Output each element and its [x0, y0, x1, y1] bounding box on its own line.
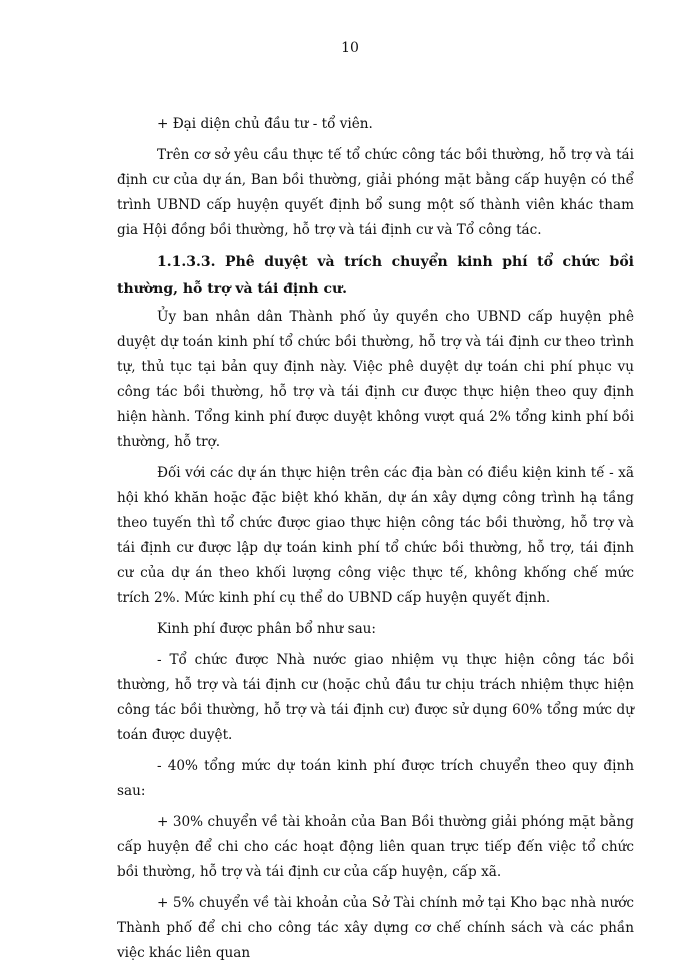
- paragraph-allocation-30: + 30% chuyển về tài khoản của Ban Bồi thường giải phóng mặt bằng cấp huyện để chi cho các hoạt động liên quan trực tiếp đến việc tổ chức bồi thường, hỗ trợ và tái định cư của cấp huyện, cấp xã.: [117, 814, 634, 880]
- section-heading: 1.1.3.3. Phê duyệt và trích chuyển kinh phí tổ chức bồi thường, hỗ trợ và tái định cư.: [117, 254, 634, 297]
- paragraph-representative: + Đại diện chủ đầu tư - tổ viên.: [157, 116, 373, 132]
- paragraph-allocation-intro: Kinh phí được phân bổ như sau:: [157, 621, 377, 637]
- paragraph-difficult-areas: Đối với các dự án thực hiện trên các địa bàn có điều kiện kinh tế - xã hội khó khăn hoặc đặc biệt khó khăn, dự án xây dựng công trình hạ tầng theo tuyến thì tổ chức được giao thực hiện công tác bồi thường, hỗ trợ và tái định cư được lập dự toán kinh phí tổ chức bồi thường, hỗ trợ, tái định cư của dự án theo khối lượng công việc thực tế, không khống chế mức trích 2%. Mức kinh phí cụ thể do UBND cấp huyện quyết định.: [117, 465, 634, 606]
- page-number: 10: [341, 40, 359, 56]
- paragraph-allocation-40: - 40% tổng mức dự toán kinh phí được trích chuyển theo quy định sau:: [117, 758, 634, 799]
- document-body: [117, 112, 634, 966]
- paragraph-allocation-60: - Tổ chức được Nhà nước giao nhiệm vụ thực hiện công tác bồi thường, hỗ trợ và tái định cư (hoặc chủ đầu tư chịu trách nhiệm thực hiện công tác bồi thường, hỗ trợ và tái định cư) được sử dụng 60% tổng mức dự toán được duyệt.: [117, 652, 634, 743]
- paragraph-authorization: Ủy ban nhân dân Thành phố ủy quyền cho UBND cấp huyện phê duyệt dự toán kinh phí tổ chức bồi thường, hỗ trợ và tái định cư theo trình tự, thủ tục tại bản quy định này. Việc phê duyệt dự toán chi phí phục vụ công tác bồi thường, hỗ trợ và tái định cư được thực hiện theo quy định hiện hành. Tổng kinh phí được duyệt không vượt quá 2% tổng kinh phí bồi thường, hỗ trợ.: [117, 309, 634, 450]
- paragraph-allocation-5: + 5% chuyển về tài khoản của Sở Tài chính mở tại Kho bạc nhà nước Thành phố để chi cho công tác xây dựng cơ chế chính sách và các phần việc khác liên quan: [117, 895, 634, 961]
- paragraph-additional-members: Trên cơ sở yêu cầu thực tế tổ chức công tác bồi thường, hỗ trợ và tái định cư của dự án, Ban bồi thường, giải phóng mặt bằng cấp huyện có thể trình UBND cấp huyện quyết định bổ sung một số thành viên khác tham gia Hội đồng bồi thường, hỗ trợ và tái định cư và Tổ công tác.: [117, 147, 634, 238]
